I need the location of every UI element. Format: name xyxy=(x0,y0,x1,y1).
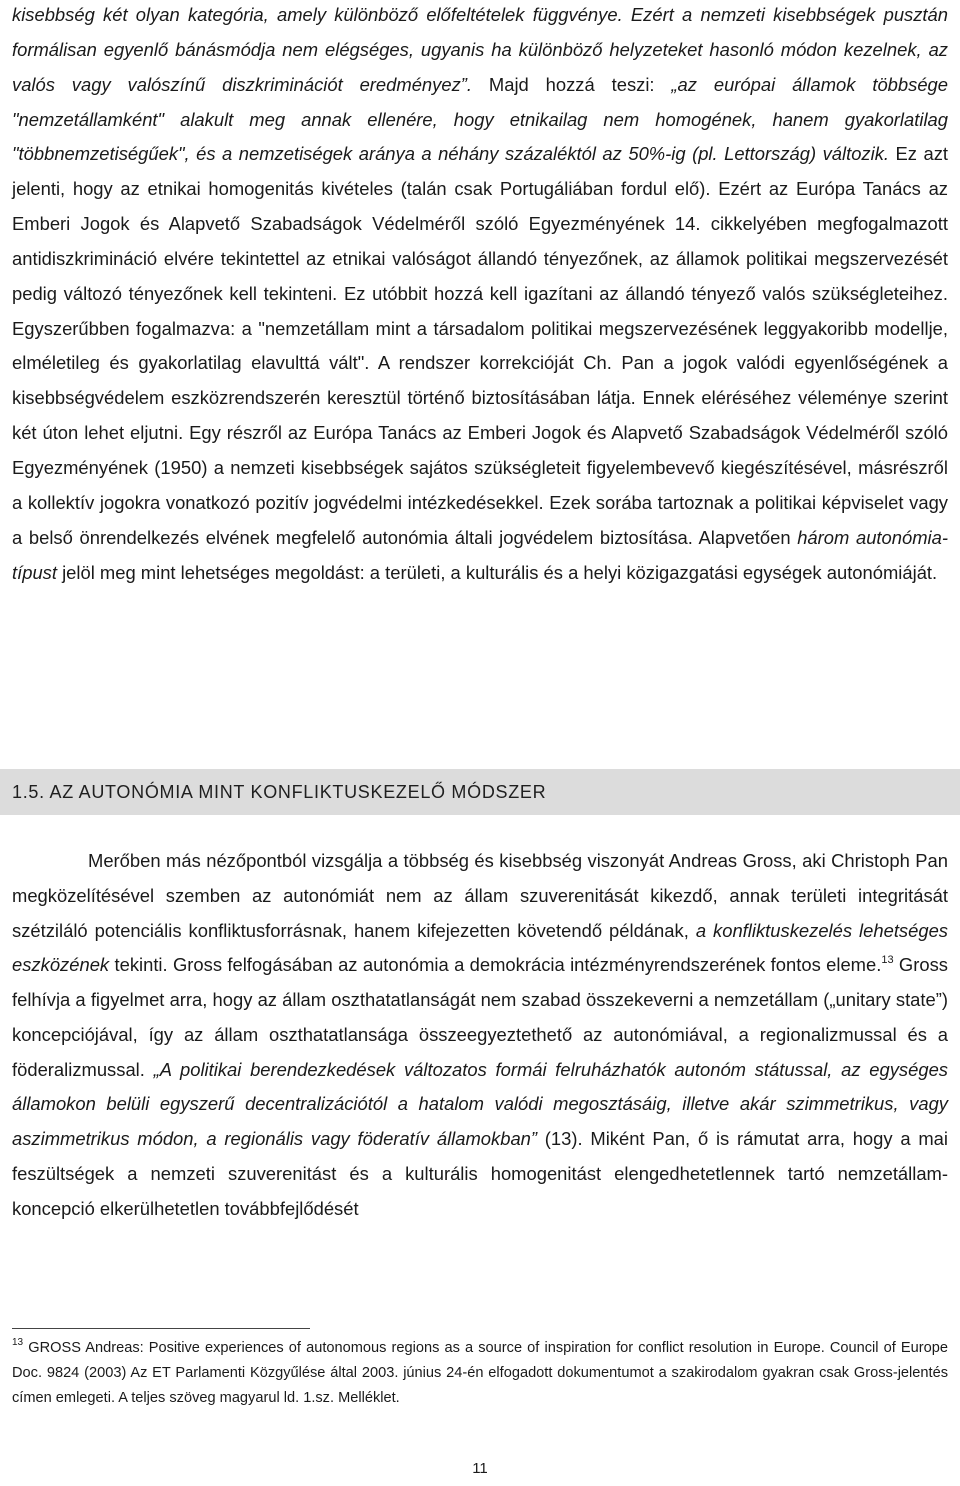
section-heading: 1.5. AZ AUTONÓMIA MINT KONFLIKTUSKEZELŐ MÓDSZER xyxy=(0,769,960,815)
footnote xyxy=(12,1336,948,1411)
body-text: Ez azt jelenti, hogy az etnikai homogenitás kivételes (talán csak Portugáliában fordul elő). Ezért az Európa Tanács az Emberi Jogok és Alapvető Szabadságok Védelméről szóló Egyezményének 14. cikkelyében megfogalmazott antidiszkrimináció elvére tekintettel az etnikai valóságot állandó tényezőnek, az államok politikai megszervezését pedig változó tényezőnek kell tekinteni. Ez utóbbit hozzá kell igazítani az állandó tényező valós szükségleteihez. Egyszerűbben fogalmazva: a "nemzetállam mint a társadalom politikai megszervezésének leggyakoribb modellje, elméletileg és gyakorlatilag elavulttá vált". xyxy=(12,143,948,374)
quoted-text: „A politikai berendezkedések változatos formái felruházhatók autonóm státussal, az egységes államokon belüli egyszerű decentralizációtól a hatalom valódi megosztásáig, illetve akár szimmetrikus, vagy aszimmetrikus módon, a regionális vagy föderatív államokban” xyxy=(12,1058,948,1150)
body-paragraph-1 xyxy=(12,0,948,590)
body-text: tekinti. Gross felfogásában az autonómia a demokrácia intézményrendszerének fontos eleme. xyxy=(109,954,882,976)
body-text: A rendszer korrekcióját Ch. Pan a jogok valódi egyenlőségének a kisebbségvédelem eszközrendszerén keresztül történő biztosításában látja. Ennek eléréséhez véleménye szerint két úton lehet eljutni. Egy részről az Európa Tanács az Emberi Jogok és Alapvető Szabadságok Védelméről szóló Egyezményének (1950) a nemzeti kisebbségek sajátos szükségleteit figyelembevevő kiegészítésével, másrészről a kollektív jogokra vonatkozó pozitív jogvédelmi intézkedésekkel. Ezek sorába tartoznak a politikai képviselet vagy a belső önrendelkezés elvének megfelelő autonómia általi jogvédelem biztosítása. Alapvetően xyxy=(12,352,948,548)
body-paragraph-2 xyxy=(12,844,948,1227)
body-text: Gross felhívja a figyelmet arra, hogy az állam oszthatatlanságát nem szabad összekeverni a nemzetállam („unitary state”) koncepciójával, így az állam oszthatatlansága összeegyeztethető az autonómiával, a regionalizmussal és a föderalizmussal. xyxy=(12,954,948,1080)
emphasized-text: a konfliktuskezelés lehetséges eszközének xyxy=(12,919,948,976)
body-text: (13). Miként Pan, ő is rámutat arra, hogy a mai feszültségek a nemzeti szuverenitást és a kulturális homogenitást elengedhetetlennek tartó nemzetállam-koncepció elkerülhetetlen továbbfejlődését xyxy=(12,1128,948,1219)
body-text: Merőben más nézőpontból vizsgálja a többség és kisebbség viszonyát Andreas Gross, aki Christoph Pan megközelítésével szemben az autonómiát nem az állam szuverenitását kikezdő, annak területi integritását szétziláló potenciális konfliktusforrásnak, hanem kifejezetten követendő példának, xyxy=(12,850,948,941)
footnote-number: 13 xyxy=(12,1337,24,1349)
footnote-reference[interactable]: 13 xyxy=(881,954,894,967)
body-text: Majd hozzá teszi: xyxy=(472,73,672,95)
footnote-text: GROSS Andreas: Positive experiences of autonomous regions as a source of inspiration for conflict resolution in Europe. Council of Europe Doc. 9824 (2003) Az ET Parlamenti Közgyűlése által 2003. június 24-én elfogadott dokumentumot a szakirodalom gyakran csak Gross-jelentés címen emlegeti. A teljes szöveg magyarul ld. 1.sz. Melléklet. xyxy=(12,1340,948,1406)
body-text: jelöl meg mint lehetséges megoldást: a területi, a kulturális és a helyi közigazgatási egységek autonómiáját. xyxy=(56,561,938,583)
quoted-text: „az európai államok többsége "nemzetállamként" alakult meg annak ellenére, hogy etnikailag nem homogének, hanem gyakorlatilag "többnemzetiségűek", és a nemzetiségek aránya a néhány százaléktól az 50%-ig (pl. Lettország) változik. xyxy=(12,73,949,165)
quoted-text: kisebbség két olyan kategória, amely különböző előfeltételek függvénye. Ezért a nemzeti kisebbségek pusztán formálisan egyenlő bánásmódja nem elégséges, ugyanis ha különböző helyzeteket hasonló módon kezelnek, az valós vagy valószínű diszkriminációt eredményez”. xyxy=(12,4,948,95)
emphasized-text: három autonómia-típust xyxy=(12,526,948,583)
footnote-separator xyxy=(12,1328,310,1329)
page-number: 11 xyxy=(472,1460,488,1477)
